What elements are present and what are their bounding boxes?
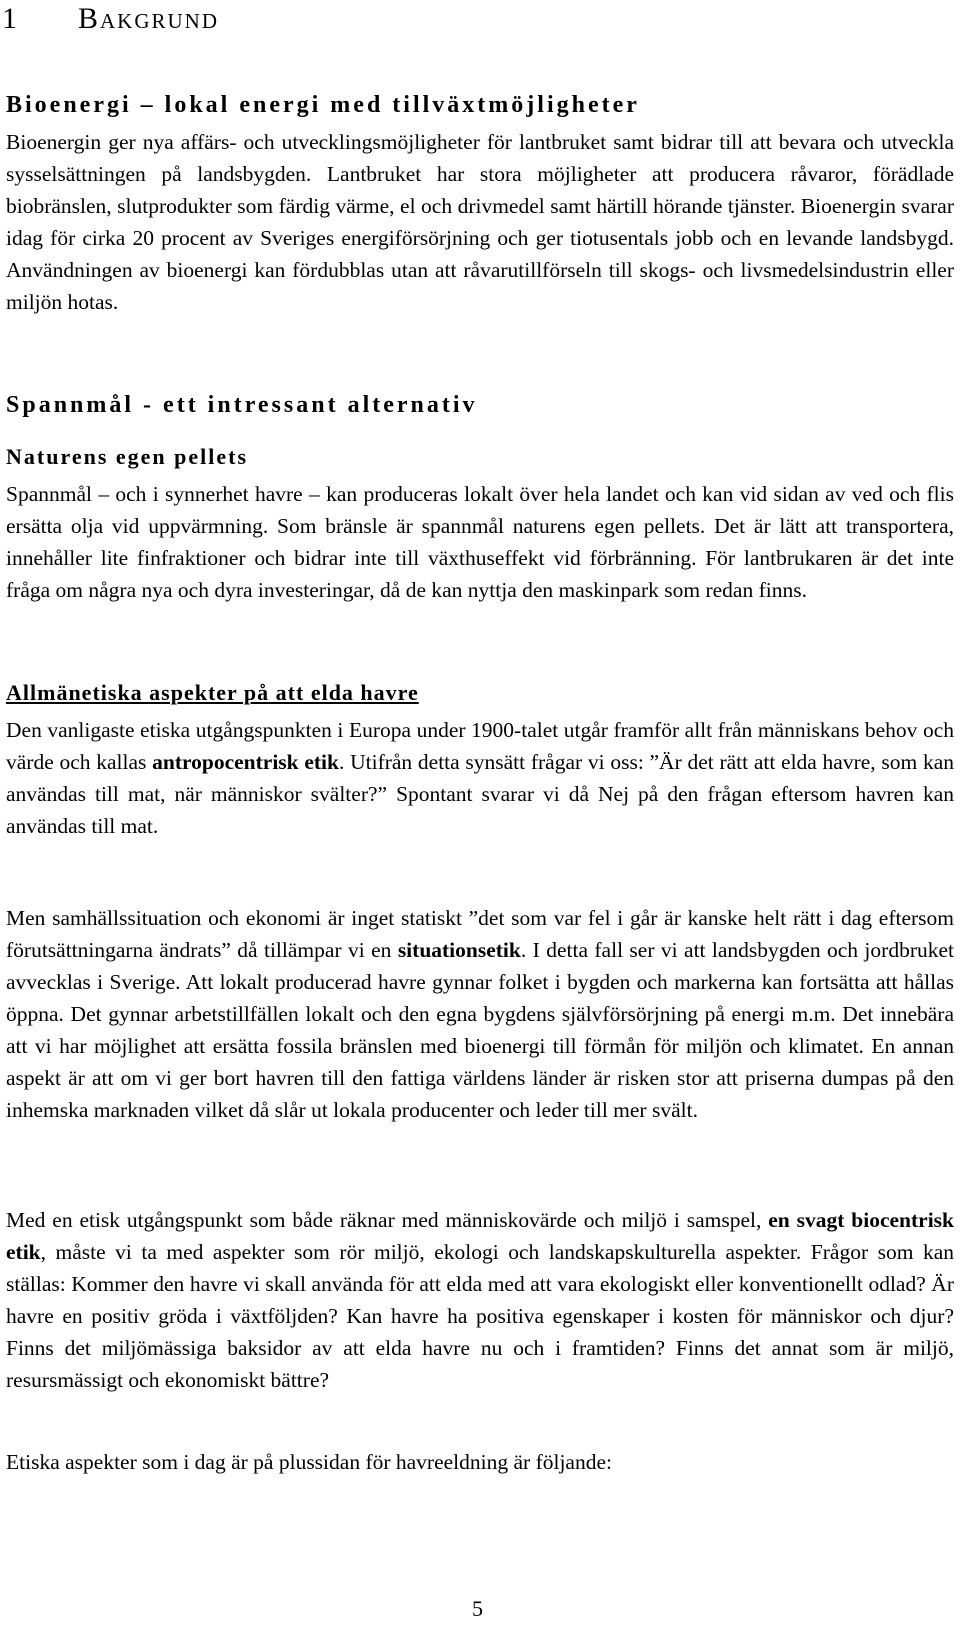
term-situationsetik: situationsetik	[397, 938, 521, 962]
subheading-naturens-egen-pellets: Naturens egen pellets	[6, 444, 249, 469]
paragraph-antropocentrisk: Den vanligaste etiska utgångspunkten i Europa under 1900-talet utgår framför allt från människans behov och värde och kallas antropocentrisk etik. Utifrån detta synsätt frågar vi oss: ”Är det rätt att elda havre, som kan användas till mat, när människor svälter?” Spontant svarar vi då Nej på den frågan eftersom havren kan användas till mat.	[6, 718, 955, 838]
section-heading-bioenergi: Bioenergi – lokal energi med tillväxtmöjligheter	[6, 92, 640, 118]
chapter-heading	[2, 2, 219, 36]
term-antropocentrisk-etik: antropocentrisk etik	[152, 750, 339, 774]
chapter-number: 1	[2, 2, 19, 35]
term-svagt-biocentrisk-etik: en svagt biocentrisk etik	[6, 1208, 954, 1264]
section-heading-spannmal: Spannmål - ett intressant alternativ	[6, 392, 478, 418]
paragraph-situationsetik: Men samhällssituation och ekonomi är inget statiskt ”det som var fel i går är kanske helt rätt i dag eftersom förutsättningarna ändrats” då tillämpar vi en situationsetik. I detta fall ser vi att landsbygden och jordbruket avvecklas i Sverige. Att lokalt producerad havre gynnar folket i bygden och markerna kan fortsätta att hållas öppna. Det gynnar arbetstillfällen lokalt och den egna bygdens självförsörjning på energi m.m. Det innebära att vi har möjlighet att ersätta fossila bränslen med bioenergi till förmån för miljön och klimatet. En annan aspekt är att om vi ger bort havren till den fattiga världens länder är risken stor att priserna dumpas på den inhemska marknaden vilket då slår ut lokala producenter och leder till mer svält.	[6, 906, 954, 1122]
subheading-allmanetiska-aspekter: Allmänetiska aspekter på att elda havre	[6, 680, 419, 705]
paragraph-plussidan: Etiska aspekter som i dag är på plussidan för havreeldning är följande:	[6, 1450, 612, 1474]
page-number: 5	[472, 1596, 483, 1621]
chapter-title: Bakgrund	[78, 2, 220, 35]
paragraph-spannmal: Spannmål – och i synnerhet havre – kan produceras lokalt över hela landet och kan vid sidan av ved och flis ersätta olja vid uppvärmning. Som bränsle är spannmål naturens egen pellets. Det är lätt att transportera, innehåller lite finfraktioner och bidrar inte till växthuseffekt vid förbränning. För lantbrukaren är det inte fråga om några nya och dyra investeringar, då de kan nyttja den maskinpark som redan finns.	[6, 482, 954, 602]
paragraph-biocentrisk: Med en etisk utgångspunkt som både räknar med människovärde och miljö i samspel, en svagt biocentrisk etik, måste vi ta med aspekter som rör miljö, ekologi och landskapskulturella aspekter. Frågor som kan ställas: Kommer den havre vi skall använda för att elda med att vara ekologiskt eller konventionellt odlad? Är havre en positiv gröda i växtföljden? Kan havre ha positiva egenskaper i kosten för människor och djur? Finns det miljömässiga baksidor av att elda havre nu och i framtiden? Finns det annat som är miljö, resursmässigt och ekonomiskt bättre?	[6, 1208, 954, 1392]
paragraph-bioenergi: Bioenergin ger nya affärs- och utvecklingsmöjligheter för lantbruket samt bidrar till att bevara och utveckla sysselsättningen på landsbygden. Lantbruket har stora möjligheter att producera råvaror, förädlade biobränslen, slutprodukter som färdig värme, el och drivmedel samt härtill hörande tjänster. Bioenergin svarar idag för cirka 20 procent av Sveriges energiförsörjning och ger tiotusentals jobb och en levande landsbygd. Användningen av bioenergi kan fördubblas utan att råvarutillförseln till skogs- och livsmedelsindustrin eller miljön hotas.	[6, 130, 954, 314]
